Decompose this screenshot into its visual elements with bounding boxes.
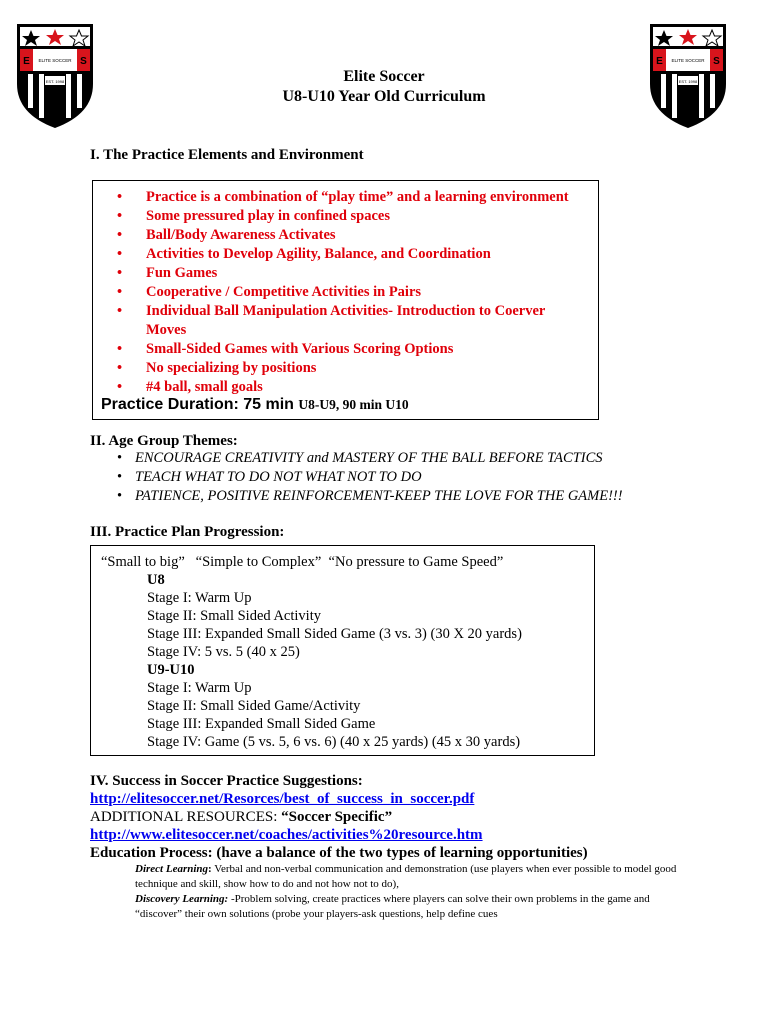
stage-line: Stage III: Expanded Small Sided Game <box>147 716 376 732</box>
section-4-heading: IV. Success in Soccer Practice Suggestions: <box>90 773 363 789</box>
list-item: • Small-Sided Games with Various Scoring Options <box>117 340 587 359</box>
list-item: • Practice is a combination of “play time” and a learning environment <box>117 188 587 207</box>
list-item: • TEACH WHAT TO DO NOT WHAT NOT TO DO <box>118 468 718 487</box>
age-group-themes-list <box>118 449 718 506</box>
stage-line: Stage IV: Game (5 vs. 5, 6 vs. 6) (40 x 25 yards) (45 x 30 yards) <box>147 734 521 750</box>
list-item: • PATIENCE, POSITIVE REINFORCEMENT-KEEP THE LOVE FOR THE GAME!!! <box>118 487 718 506</box>
list-item: • Some pressured play in confined spaces <box>117 207 587 226</box>
activities-resource-link[interactable]: http://www.elitesoccer.net/coaches/activities%20resource.htm <box>90 827 483 843</box>
group-heading-u8: U8 <box>147 572 165 588</box>
list-item: • #4 ball, small goals <box>117 378 587 397</box>
discovery-learning-term: Discovery Learning: <box>135 893 229 905</box>
svg-text:S: S <box>713 56 720 67</box>
discovery-learning-text: -Problem solving, create practices where players can solve their own problems in the game and “discover” their own solutions (probe your players-ask questions, help define cues <box>135 893 650 920</box>
discovery-learning <box>135 892 685 922</box>
theme-text-and: and <box>306 450 329 466</box>
title-line-1: Elite Soccer <box>343 68 425 85</box>
practice-duration <box>101 395 409 415</box>
list-item: • Activities to Develop Agility, Balance, and Coordination <box>117 245 587 264</box>
theme-text: ENCOURAGE CREATIVITY <box>135 450 307 466</box>
progression-quote: “Small to big” “Simple to Complex” “No pressure to Game Speed” <box>101 554 504 570</box>
svg-text:EST. 1998: EST. 1998 <box>45 79 65 84</box>
list-item: • Ball/Body Awareness Activates <box>117 226 587 245</box>
group-heading-u9-u10: U9-U10 <box>147 662 195 678</box>
title-line-2: U8-U10 Year Old Curriculum <box>282 88 486 105</box>
practice-plan-box <box>90 545 595 756</box>
progression-lines <box>147 571 522 751</box>
svg-text:E: E <box>656 56 663 67</box>
duration-label: Practice Duration: 75 min <box>101 396 299 413</box>
list-item <box>118 449 718 468</box>
section-4 <box>90 772 730 862</box>
theme-text: MASTERY OF THE BALL BEFORE TACTICS <box>328 450 603 466</box>
practice-elements-box <box>92 180 599 420</box>
list-item: • Fun Games <box>117 264 587 283</box>
practice-elements-list <box>117 188 587 397</box>
duration-detail: U8-U9, 90 min U10 <box>298 397 409 412</box>
svg-text:E: E <box>23 56 30 67</box>
svg-text:S: S <box>80 56 87 67</box>
direct-learning-colon: : <box>208 863 212 875</box>
list-item: • Individual Ball Manipulation Activities- Introduction to Coerver Moves <box>117 302 587 340</box>
section-3-heading: III. Practice Plan Progression: <box>90 524 285 540</box>
education-process-details <box>135 862 685 922</box>
additional-resources <box>90 808 730 826</box>
stage-line: Stage II: Small Sided Activity <box>147 608 321 624</box>
svg-text:EST. 1998: EST. 1998 <box>678 79 698 84</box>
direct-learning <box>135 862 685 892</box>
list-item: • No specializing by positions <box>117 359 587 378</box>
svg-text:ELITE SOCCER: ELITE SOCCER <box>671 58 705 63</box>
additional-resources-label: ADDITIONAL RESOURCES: <box>90 809 282 825</box>
svg-text:ELITE SOCCER: ELITE SOCCER <box>38 58 72 63</box>
section-1-heading: I. The Practice Elements and Environment <box>90 147 364 163</box>
stage-line: Stage I: Warm Up <box>147 680 252 696</box>
education-process-heading: Education Process: (have a balance of the two types of learning opportunities) <box>90 845 588 861</box>
stage-line: Stage II: Small Sided Game/Activity <box>147 698 361 714</box>
section-2-heading: II. Age Group Themes: <box>90 433 238 449</box>
stage-line: Stage I: Warm Up <box>147 590 252 606</box>
document-title <box>0 67 768 107</box>
list-item: • Cooperative / Competitive Activities in Pairs <box>117 283 587 302</box>
direct-learning-term: Direct Learning <box>135 863 209 875</box>
success-pdf-link[interactable]: http://elitesoccer.net/Resorces/best_of_success_in_soccer.pdf <box>90 791 475 807</box>
stage-line: Stage IV: 5 vs. 5 (40 x 25) <box>147 644 300 660</box>
stage-line: Stage III: Expanded Small Sided Game (3 vs. 3) (30 X 20 yards) <box>147 626 522 642</box>
direct-learning-text: Verbal and non-verbal communication and demonstration (use players when ever possible to model good technique and skill, show how to do and not how not to do), <box>135 863 677 890</box>
additional-resources-specific: “Soccer Specific” <box>281 809 393 825</box>
